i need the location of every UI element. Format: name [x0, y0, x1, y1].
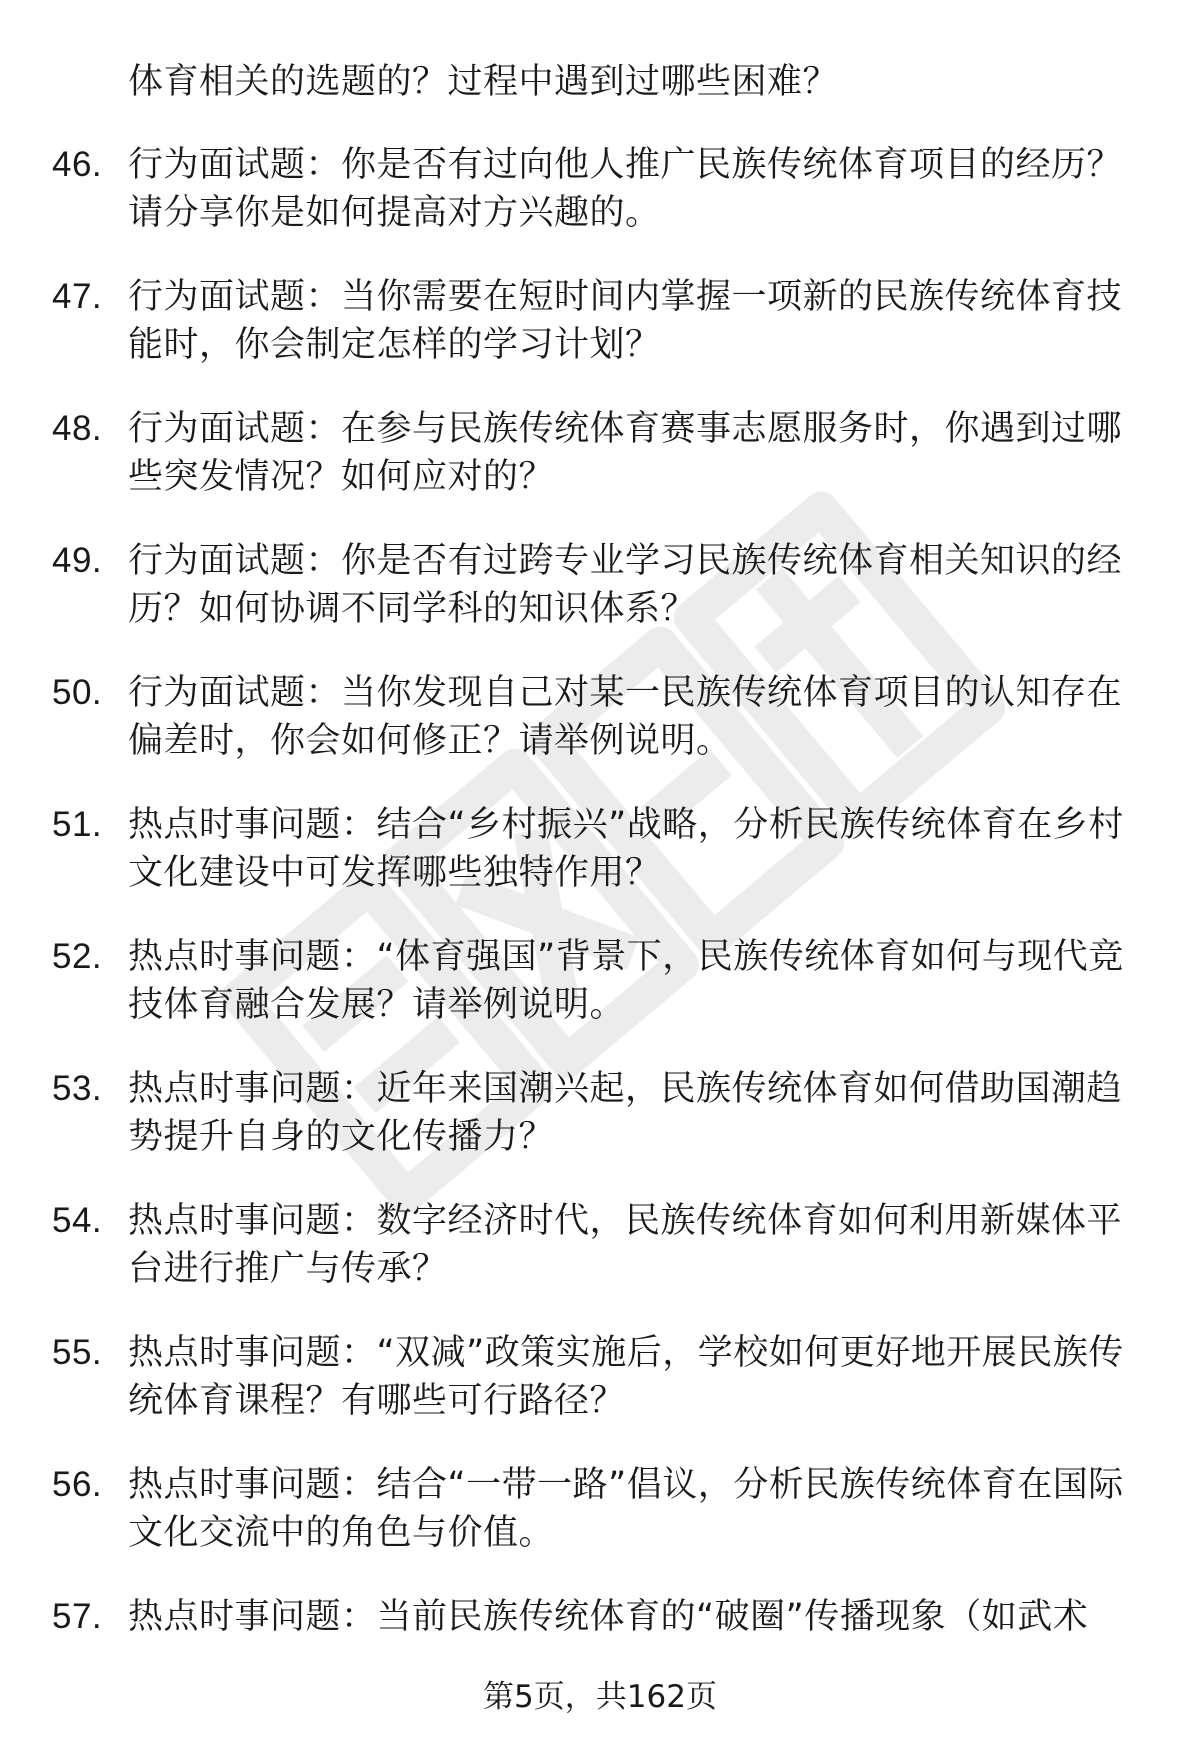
question-item — [0, 1065, 1200, 1161]
question-text: 行为面试题：你是否有过跨专业学习民族传统体育相关知识的经历？如何协调不同学科的知识体系？ — [128, 541, 1123, 629]
question-item — [0, 405, 1200, 501]
question-text: 行为面试题：当你发现自己对某一民族传统体育项目的认知存在偏差时，你会如何修正？请举例说明。 — [128, 673, 1123, 761]
question-number: 54. — [52, 1201, 103, 1240]
question-item — [0, 669, 1200, 765]
question-number: 57. — [52, 1597, 103, 1636]
question-item — [0, 1593, 1200, 1641]
question-text: 热点时事问题：近年来国潮兴起，民族传统体育如何借助国潮趋势提升自身的文化传播力？ — [128, 1069, 1123, 1157]
question-number: 56. — [52, 1465, 103, 1504]
question-item — [0, 801, 1200, 897]
question-number: 50. — [52, 673, 103, 712]
question-text: 行为面试题：你是否有过向他人推广民族传统体育项目的经历？请分享你是如何提高对方兴趣的。 — [128, 145, 1123, 233]
question-text: 热点时事问题：结合“一带一路”倡议，分析民族传统体育在国际文化交流中的角色与价值。 — [128, 1465, 1124, 1553]
page-footer: 第5页，共162页 — [483, 1679, 717, 1715]
question-item — [0, 1329, 1200, 1425]
question-list — [0, 141, 1200, 1641]
continuation-text: 体育相关的选题的？过程中遇到过哪些困难？ — [128, 62, 839, 102]
question-item — [0, 1461, 1200, 1557]
question-item — [0, 1197, 1200, 1293]
question-number: 55. — [52, 1333, 103, 1372]
question-number: 47. — [52, 277, 103, 316]
question-number: 53. — [52, 1069, 103, 1108]
question-text: 热点时事问题：结合“乡村振兴”战略，分析民族传统体育在乡村文化建设中可发挥哪些独特作用？ — [128, 805, 1124, 893]
question-text: 热点时事问题：数字经济时代，民族传统体育如何利用新媒体平台进行推广与传承？ — [128, 1201, 1123, 1289]
question-text: 行为面试题：在参与民族传统体育赛事志愿服务时，你遇到过哪些突发情况？如何应对的？ — [128, 409, 1123, 497]
question-item — [0, 273, 1200, 369]
question-content — [0, 58, 1200, 1641]
question-number: 52. — [52, 937, 103, 976]
question-text: 热点时事问题：“体育强国”背景下，民族传统体育如何与现代竞技体育融合发展？请举例说明。 — [128, 937, 1124, 1025]
question-item — [0, 933, 1200, 1029]
question-text: 行为面试题：当你需要在短时间内掌握一项新的民族传统体育技能时，你会制定怎样的学习计划？ — [128, 277, 1123, 365]
question-number: 48. — [52, 409, 103, 448]
question-text: 热点时事问题：当前民族传统体育的“破圈”传播现象（如武术 — [128, 1597, 1089, 1637]
question-number: 49. — [52, 541, 103, 580]
question-number: 46. — [52, 145, 103, 184]
question-item — [0, 537, 1200, 633]
question-number: 51. — [52, 805, 103, 844]
question-item — [0, 141, 1200, 237]
question-text: 热点时事问题：“双减”政策实施后，学校如何更好地开展民族传统体育课程？有哪些可行路径？ — [128, 1333, 1124, 1421]
